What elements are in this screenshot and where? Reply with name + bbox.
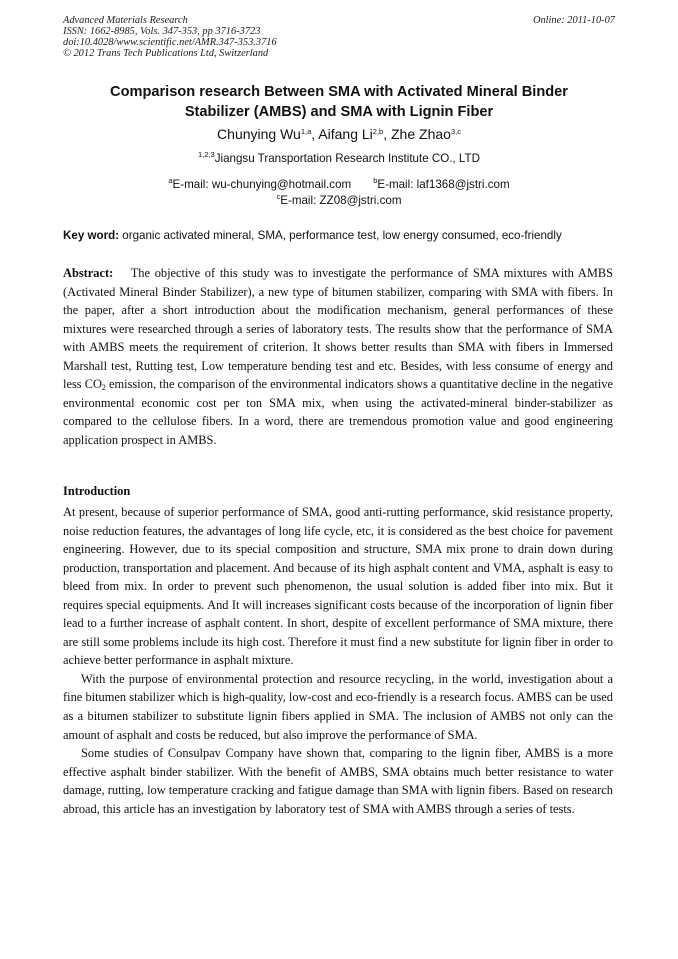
author-sup: 3,c (450, 127, 461, 136)
abstract (63, 264, 613, 449)
abstract-text-cont: emission, the comparison of the environmental indicators shows a quantitative decline in the negative environmental economic cost per ton SMA mix, when using the activated-mineral binder-stabilizer as compared to the cellulose fibers. In a word, there are tremendous promotion value and good engineering application prospect in AMBS. (63, 377, 613, 447)
abstract-label: Abstract: (63, 266, 114, 280)
co2-subscript: 2 (101, 383, 106, 393)
paper-title (60, 82, 618, 122)
author-sup: 1,a (300, 127, 312, 136)
author-separator: , (311, 126, 319, 142)
abstract-text: The objective of this study was to investigate the performance of SMA mixtures with AMBS (Activated Mineral Binder Stabilizer), a new type of bitumen stabilizer, comparing with SMA with fibers. In the paper, after a short introduction about the modification mechanism, general performances of these mixtures were researched through a series of laboratory tests. The results show that the performance of SMA with AMBS meets the requirement of criterion. It shows better results than SMA with fibers in Immersed Marshall test, Rutting test, Low temperature bending test and etc. Besides, with less consume of energy and less CO (63, 266, 613, 392)
affiliation-sup: 1,2,3 (198, 150, 215, 159)
affiliation (60, 151, 618, 167)
email-sup: b (373, 176, 378, 185)
email-sup: c (276, 192, 281, 201)
journal-name: Advanced Materials Research (63, 15, 188, 26)
email-line-1 (60, 177, 618, 193)
affiliation-text: Jiangsu Transportation Research Institute CO., LTD (214, 152, 480, 165)
title-line-2: Stabilizer (AMBS) and SMA with Lignin Fiber (184, 104, 494, 120)
email-sup: a (168, 176, 173, 185)
paragraph: Some studies of Consulpav Company have shown that, comparing to the lignin fiber, AMBS is a more effective asphalt binder stabilizer. With the benefit of AMBS, SMA obtains much better resistance to water damage, rutting, low temperature cracking and fatigue damage than SMA with lignin fibers. Based on research abroad, this article has an investigation by laboratory test of SMA with AMBS through a series of tests. (63, 746, 613, 816)
issn-line: ISSN: 1662-8985, Vols. 347-353, pp 3716-3723 (63, 26, 261, 37)
author-list (60, 125, 618, 143)
author-name: Chunying Wu (217, 126, 301, 142)
keywords (63, 228, 618, 244)
keywords-label: Key word: (63, 229, 120, 242)
title-line-1: Comparison research Between SMA with Activated Mineral Binder (110, 84, 568, 100)
author-name: Aifang Li (318, 126, 373, 142)
email-line-2 (60, 193, 618, 209)
email-address: E-mail: wu-chunying@hotmail.com (172, 178, 352, 191)
email-address: E-mail: laf1368@jstri.com (377, 178, 510, 191)
paragraph: With the purpose of environmental protection and resource recycling, in the world, investigation about a fine bitumen stabilizer which is high-quality, low-cost and eco-friendly is a research focus. AMBS can be used as a bitumen stabilizer to substitute lignin fibers applied in SMA. The inclusion of AMBS not only can the amount of asphalt and costs be reduced, but also improve the performance of SMA. (63, 671, 613, 742)
copyright-line: © 2012 Trans Tech Publications Ltd, Switzerland (63, 48, 269, 59)
doi-line: doi:10.4028/www.scientific.net/AMR.347-353.3716 (63, 37, 277, 48)
online-date: Online: 2011-10-07 (532, 15, 615, 26)
email-address: E-mail: ZZ08@jstri.com (280, 194, 402, 207)
introduction-heading: Introduction (63, 484, 131, 498)
author-separator: , (383, 126, 391, 142)
author-emails (60, 177, 618, 209)
journal-header (63, 15, 615, 59)
introduction-body (63, 503, 613, 818)
paragraph: At present, because of superior performance of SMA, good anti-rutting performance, skid resistance property, noise reduction features, the advantages of long life cycle, etc, it is considered as the best choice for pavement engineering. However, due to its special composition and structure, SMA mix prone to drain down during production, transportation and placement. And because of its high asphalt content and VMA, asphalt is easy to bleed from mix. In order to prevent such phenomenon, the usual solution is added fiber into mix. But it requires special equipments. And It will increases significant costs because of the incorporation of lignin fiber lead to a further increase of asphalt content. In short, despite of excellent performance of SMA mixture, there are still some problems include its high cost. Therefore it must find a new substitute for lignin fiber in order to achieve better performance in asphalt mixture. (63, 505, 613, 668)
author-sup: 2,b (372, 127, 384, 136)
author-name: Zhe Zhao (391, 126, 451, 142)
keywords-text: organic activated mineral, SMA, performance test, low energy consumed, eco-friendly (119, 229, 562, 242)
